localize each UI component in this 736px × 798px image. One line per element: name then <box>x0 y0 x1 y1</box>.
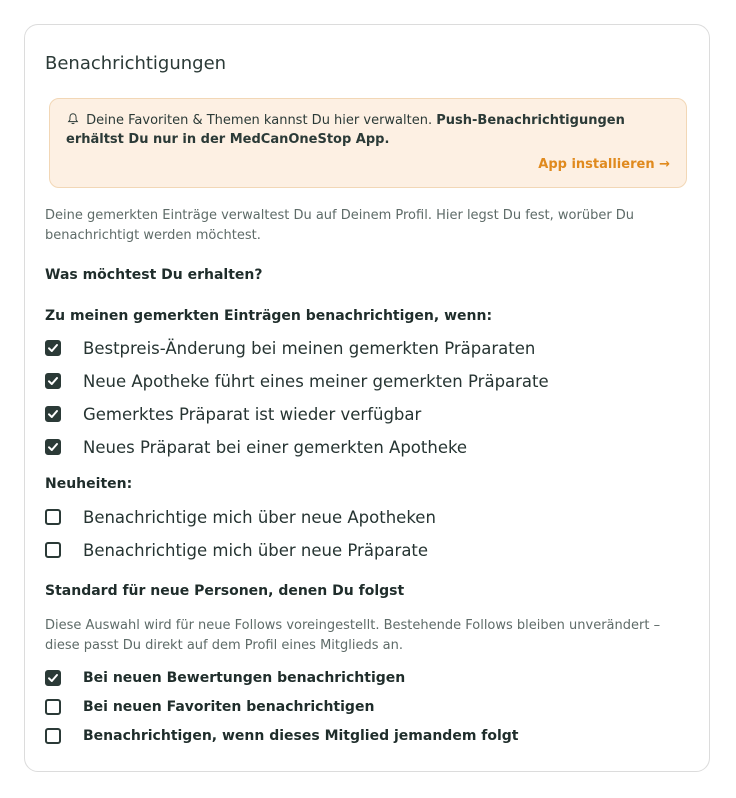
checkbox[interactable] <box>45 340 61 356</box>
news-section-heading: Neuheiten: <box>45 476 133 492</box>
checkbox[interactable] <box>45 542 61 558</box>
saved-option-4[interactable] <box>45 436 467 458</box>
intro-text: Deine gemerkten Einträge verwaltest Du auf Deinem Profil. Hier legst Du fest, worüber Du benachrichtigt werden möchtest. <box>45 208 635 243</box>
notice-bold-text: Push-Benachrichtigungen erhältst Du nur in der MedCanOneStop App. <box>66 113 625 147</box>
news-option-1[interactable] <box>45 506 436 528</box>
question-heading: Was möchtest Du erhalten? <box>45 267 263 283</box>
option-label: Benachrichtige mich über neue Apotheken <box>83 507 436 527</box>
saved-option-3[interactable] <box>45 403 421 425</box>
checkbox[interactable] <box>45 699 61 715</box>
page-title: Benachrichtigungen <box>45 53 227 74</box>
option-label: Bestpreis-Änderung bei meinen gemerkten Präparaten <box>83 338 536 358</box>
follow-option-2[interactable] <box>45 696 374 718</box>
bell-icon <box>66 112 80 126</box>
notice-plain-text: Deine Favoriten & Themen kannst Du hier verwalten. <box>86 113 433 128</box>
news-option-2[interactable] <box>45 539 428 561</box>
checkbox[interactable] <box>45 509 61 525</box>
push-notice-banner <box>49 98 687 188</box>
option-label: Gemerktes Präparat ist wieder verfügbar <box>83 404 422 424</box>
notifications-card <box>24 24 710 772</box>
install-app-link[interactable]: App installieren → <box>538 157 670 172</box>
follow-option-3[interactable] <box>45 725 519 747</box>
checkbox[interactable] <box>45 728 61 744</box>
option-label: Bei neuen Favoriten benachrichtigen <box>83 699 375 715</box>
saved-option-1[interactable] <box>45 337 535 359</box>
follow-option-1[interactable] <box>45 667 405 689</box>
option-label: Neues Präparat bei einer gemerkten Apotheke <box>83 437 468 457</box>
follow-description: Diese Auswahl wird für neue Follows voreingestellt. Bestehende Follows bleiben unverändert – diese passt Du direkt auf dem Profil eines Mitglieds an. <box>45 618 661 653</box>
saved-option-2[interactable] <box>45 370 549 392</box>
option-label: Neue Apotheke führt eines meiner gemerkten Präparate <box>83 371 549 391</box>
saved-section-heading: Zu meinen gemerkten Einträgen benachrichtigen, wenn: <box>45 308 493 324</box>
checkbox[interactable] <box>45 406 61 422</box>
checkbox[interactable] <box>45 439 61 455</box>
checkbox[interactable] <box>45 670 61 686</box>
checkbox[interactable] <box>45 373 61 389</box>
notice-text <box>66 111 670 149</box>
option-label: Bei neuen Bewertungen benachrichtigen <box>83 670 406 686</box>
follow-section-heading: Standard für neue Personen, denen Du folgst <box>45 583 405 599</box>
option-label: Benachrichtige mich über neue Präparate <box>83 540 429 560</box>
option-label: Benachrichtigen, wenn dieses Mitglied jemandem folgt <box>83 728 519 744</box>
